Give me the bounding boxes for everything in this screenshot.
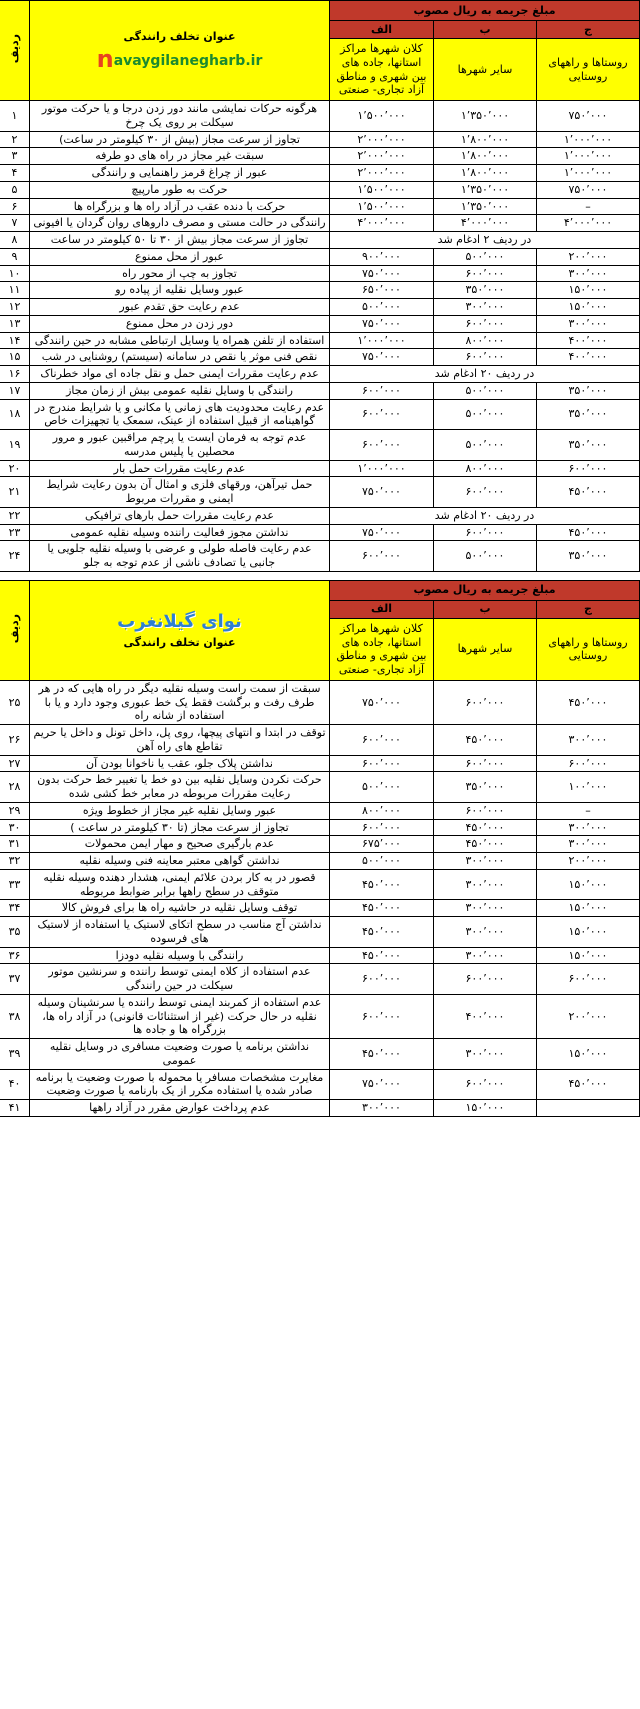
fine-alef-cell: ۶۰۰٬۰۰۰ — [330, 819, 434, 836]
fine-alef-cell: ۱٬۰۰۰٬۰۰۰ — [330, 332, 434, 349]
row-number-cell: ۲۱ — [0, 477, 30, 508]
table-row — [0, 819, 640, 836]
violation-description-cell: نقص فنی موثر یا نقص در سامانه (سیستم) روشنایی در شب — [30, 349, 330, 366]
fine-beh-cell: ۳۰۰٬۰۰۰ — [434, 869, 537, 900]
fine-beh-cell: ۱٬۸۰۰٬۰۰۰ — [434, 165, 537, 182]
table-row — [0, 165, 640, 182]
table-row — [0, 836, 640, 853]
violation-description-cell: عدم رعایت حق تقدم عبور — [30, 299, 330, 316]
fine-jim-cell: ۴۰۰٬۰۰۰ — [537, 332, 640, 349]
table-row — [0, 430, 640, 461]
table-row — [0, 477, 640, 508]
violation-title-text-2: عنوان تخلف رانندگی — [123, 636, 236, 650]
row-number-cell: ۸ — [0, 232, 30, 249]
row-number-cell: ۲۶ — [0, 725, 30, 756]
section-divider — [0, 572, 640, 580]
row-number-cell: ۳۷ — [0, 964, 30, 995]
table-row — [0, 507, 640, 524]
fine-jim-cell: ۴۵۰٬۰۰۰ — [537, 524, 640, 541]
fine-jim-cell: ۱۵۰٬۰۰۰ — [537, 869, 640, 900]
fine-alef-cell: ۴۵۰٬۰۰۰ — [330, 917, 434, 948]
fine-beh-cell: ۳۰۰٬۰۰۰ — [434, 900, 537, 917]
table-row — [0, 315, 640, 332]
col-header-jim: ج — [537, 21, 640, 39]
row-number-cell: ۳۶ — [0, 947, 30, 964]
table-row — [0, 349, 640, 366]
row-number-cell: ۱۲ — [0, 299, 30, 316]
fine-beh-cell: ۱۵۰٬۰۰۰ — [434, 1100, 537, 1117]
table-row — [0, 181, 640, 198]
fine-beh-cell: ۶۰۰٬۰۰۰ — [434, 349, 537, 366]
fine-jim-cell: ۷۵۰٬۰۰۰ — [537, 181, 640, 198]
fine-beh-cell: ۴۵۰٬۰۰۰ — [434, 836, 537, 853]
fine-alef-cell: ۵۰۰٬۰۰۰ — [330, 772, 434, 803]
fine-jim-cell: ۲۰۰٬۰۰۰ — [537, 853, 640, 870]
fine-alef-cell: ۶۰۰٬۰۰۰ — [330, 430, 434, 461]
fine-jim-cell: ۳۵۰٬۰۰۰ — [537, 399, 640, 430]
table-row — [0, 232, 640, 249]
fine-alef-cell: ۶۰۰٬۰۰۰ — [330, 964, 434, 995]
table-row — [0, 725, 640, 756]
fine-beh-cell: ۵۰۰٬۰۰۰ — [434, 399, 537, 430]
row-number-cell: ۱۵ — [0, 349, 30, 366]
row-number-cell: ۲۰ — [0, 460, 30, 477]
fine-beh-cell: ۵۰۰٬۰۰۰ — [434, 248, 537, 265]
fine-beh-cell: ۱٬۳۵۰٬۰۰۰ — [434, 101, 537, 132]
row-number-cell: ۲ — [0, 131, 30, 148]
violation-title-header-2 — [30, 580, 330, 680]
table-row — [0, 332, 640, 349]
row-number-cell: ۱ — [0, 101, 30, 132]
row-number-cell: ۵ — [0, 181, 30, 198]
violation-description-cell: استفاده از تلفن همراه یا وسایل ارتباطی مشابه در حین رانندگی — [30, 332, 330, 349]
table-header-2 — [0, 580, 640, 680]
fine-beh-cell: ۱٬۸۰۰٬۰۰۰ — [434, 148, 537, 165]
merged-note-cell: در ردیف ۲ ادغام شد — [330, 232, 640, 249]
table-body-2 — [0, 680, 640, 1116]
row-number-cell: ۳۱ — [0, 836, 30, 853]
fine-beh-cell: ۳۰۰٬۰۰۰ — [434, 853, 537, 870]
violation-description-cell: رانندگی با وسیله نقلیه دودزا — [30, 947, 330, 964]
fine-beh-cell: ۴۵۰٬۰۰۰ — [434, 725, 537, 756]
row-number-cell: ۲۲ — [0, 507, 30, 524]
table-row — [0, 248, 640, 265]
fine-jim-cell: ۱٬۰۰۰٬۰۰۰ — [537, 131, 640, 148]
table-row — [0, 131, 640, 148]
fine-jim-cell: ۱۵۰٬۰۰۰ — [537, 900, 640, 917]
fine-alef-cell: ۴۵۰٬۰۰۰ — [330, 900, 434, 917]
violation-description-cell: عدم رعایت فاصله طولی و عرضی با وسیله نقلیه جلویی یا جانبی یا تصادف ناشی از عدم توجه به جلو — [30, 541, 330, 572]
fine-alef-cell: ۵۰۰٬۰۰۰ — [330, 853, 434, 870]
violation-description-cell: عبور وسایل نقلیه از پیاده رو — [30, 282, 330, 299]
fine-beh-cell: ۳۰۰٬۰۰۰ — [434, 299, 537, 316]
fine-beh-cell: ۳۰۰٬۰۰۰ — [434, 917, 537, 948]
row-number-cell: ۹ — [0, 248, 30, 265]
row-number-cell: ۱۱ — [0, 282, 30, 299]
fine-alef-cell: ۷۵۰٬۰۰۰ — [330, 1069, 434, 1100]
table-row — [0, 524, 640, 541]
fine-beh-cell: ۶۰۰٬۰۰۰ — [434, 524, 537, 541]
fine-beh-cell: ۵۰۰٬۰۰۰ — [434, 541, 537, 572]
row-number-header: ردیف — [0, 1, 30, 101]
fine-jim-cell: ۷۵۰٬۰۰۰ — [537, 101, 640, 132]
fine-jim-cell: ۳۵۰٬۰۰۰ — [537, 541, 640, 572]
col-subtext-beh: سایر شهرها — [434, 39, 537, 101]
fine-jim-cell: ۴۵۰٬۰۰۰ — [537, 1069, 640, 1100]
fine-alef-cell: ۴۵۰٬۰۰۰ — [330, 947, 434, 964]
fine-jim-cell: ۳۰۰٬۰۰۰ — [537, 836, 640, 853]
violation-description-cell: تجاوز از سرعت مجاز بیش از ۳۰ تا ۵۰ کیلومتر در ساعت — [30, 232, 330, 249]
violation-description-cell: عبور از چراغ قرمز راهنمایی و رانندگی — [30, 165, 330, 182]
table-row — [0, 772, 640, 803]
violation-description-cell: عدم استفاده از کمربند ایمنی توسط راننده یا سرنشینان وسیله نقلیه در حال حرکت (غیر از استثنائات قانونی) در آزاد راه ها، بزرگراه ها و جاده ها — [30, 994, 330, 1038]
table-row — [0, 853, 640, 870]
fine-alef-cell: ۷۵۰٬۰۰۰ — [330, 524, 434, 541]
row-number-cell: ۳۹ — [0, 1039, 30, 1070]
fine-beh-cell: ۸۰۰٬۰۰۰ — [434, 460, 537, 477]
violation-description-cell: حرکت با دنده عقب در آزاد راه ها و بزرگراه ها — [30, 198, 330, 215]
violation-description-cell: حرکت نکردن وسایل نقلیه بین دو خط یا تغییر خط حرکت بدون رعایت مقررات مربوطه در معابر خط کشی شده — [30, 772, 330, 803]
violation-description-cell: عدم توجه به فرمان ایست یا پرچم مراقبین عبور و مرور محصلین یا پلیس مدرسه — [30, 430, 330, 461]
col-header-beh-2: ب — [434, 600, 537, 618]
violation-description-cell: دور زدن در محل ممنوع — [30, 315, 330, 332]
table-row — [0, 947, 640, 964]
fine-beh-cell: ۶۰۰٬۰۰۰ — [434, 964, 537, 995]
fine-jim-cell: ۱۵۰٬۰۰۰ — [537, 282, 640, 299]
fine-alef-cell: ۴۵۰٬۰۰۰ — [330, 1039, 434, 1070]
row-number-cell: ۲۹ — [0, 802, 30, 819]
table-row — [0, 282, 640, 299]
table-row — [0, 994, 640, 1038]
row-number-cell: ۲۸ — [0, 772, 30, 803]
violation-description-cell: عدم رعایت مقررات ایمنی حمل و نقل جاده ای مواد خطرناک — [30, 366, 330, 383]
fine-alef-cell: ۶۰۰٬۰۰۰ — [330, 541, 434, 572]
table-row — [0, 215, 640, 232]
col-header-beh: ب — [434, 21, 537, 39]
fine-beh-cell: ۵۰۰٬۰۰۰ — [434, 430, 537, 461]
fine-alef-cell: ۶۰۰٬۰۰۰ — [330, 382, 434, 399]
fine-alef-cell: ۶۷۵٬۰۰۰ — [330, 836, 434, 853]
table-row — [0, 399, 640, 430]
fine-alef-cell: ۶۰۰٬۰۰۰ — [330, 399, 434, 430]
table-row — [0, 198, 640, 215]
table-row — [0, 265, 640, 282]
row-number-cell: ۳۵ — [0, 917, 30, 948]
violation-title-header — [30, 1, 330, 101]
fine-jim-cell: – — [537, 198, 640, 215]
fine-beh-cell: ۴۰۰٬۰۰۰ — [434, 994, 537, 1038]
col-subtext-jim-2: روستاها و راههای روستایی — [537, 618, 640, 680]
fine-alef-cell: ۷۵۰٬۰۰۰ — [330, 477, 434, 508]
fine-beh-cell: ۸۰۰٬۰۰۰ — [434, 332, 537, 349]
table-row — [0, 148, 640, 165]
fine-jim-cell: ۱٬۰۰۰٬۰۰۰ — [537, 148, 640, 165]
violation-description-cell: عبور از محل ممنوع — [30, 248, 330, 265]
fine-alef-cell: ۱٬۵۰۰٬۰۰۰ — [330, 198, 434, 215]
col-subtext-jim: روستاها و راههای روستایی — [537, 39, 640, 101]
fine-beh-cell: ۳۵۰٬۰۰۰ — [434, 772, 537, 803]
violation-description-cell: عدم رعایت مقررات حمل بار — [30, 460, 330, 477]
fine-alef-cell: ۱٬۰۰۰٬۰۰۰ — [330, 460, 434, 477]
fine-jim-cell: ۳۰۰٬۰۰۰ — [537, 265, 640, 282]
violation-description-cell: نداشتن مجوز فعالیت راننده وسیله نقلیه عمومی — [30, 524, 330, 541]
violation-description-cell: عدم پرداخت عوارض مقرر در آزاد راهها — [30, 1100, 330, 1117]
col-header-alef: الف — [330, 21, 434, 39]
row-number-cell: ۲۴ — [0, 541, 30, 572]
fines-table-section-1 — [0, 0, 640, 572]
row-number-cell: ۶ — [0, 198, 30, 215]
fine-jim-cell: ۴۵۰٬۰۰۰ — [537, 680, 640, 724]
fine-jim-cell — [537, 1100, 640, 1117]
violation-description-cell: مغایرت مشخصات مسافر یا محموله با صورت وضعیت یا برنامه صادر شده یا استفاده مکرر از یک بارنامه یا صورت وضعیت — [30, 1069, 330, 1100]
row-number-cell: ۱۷ — [0, 382, 30, 399]
fine-beh-cell: ۳۰۰٬۰۰۰ — [434, 1039, 537, 1070]
violation-description-cell: توقف وسایل نقلیه در حاشیه راه ها برای فروش کالا — [30, 900, 330, 917]
fine-beh-cell: ۶۰۰٬۰۰۰ — [434, 802, 537, 819]
row-number-cell: ۳۳ — [0, 869, 30, 900]
merged-note-cell: در ردیف ۲۰ ادغام شد — [330, 507, 640, 524]
table-row — [0, 755, 640, 772]
row-number-cell: ۴۰ — [0, 1069, 30, 1100]
fine-jim-cell: ۱۵۰٬۰۰۰ — [537, 1039, 640, 1070]
table-row — [0, 101, 640, 132]
fine-alef-cell: ۷۵۰٬۰۰۰ — [330, 349, 434, 366]
table-row — [0, 1100, 640, 1117]
col-header-alef-2: الف — [330, 600, 434, 618]
row-number-cell: ۲۵ — [0, 680, 30, 724]
fine-jim-cell: ۶۰۰٬۰۰۰ — [537, 460, 640, 477]
violation-description-cell: تجاوز به چپ از محور راه — [30, 265, 330, 282]
fine-alef-cell: ۶۰۰٬۰۰۰ — [330, 755, 434, 772]
violation-description-cell: نداشتن پلاک جلو، عقب یا ناخوانا بودن آن — [30, 755, 330, 772]
fine-beh-cell: ۳۵۰٬۰۰۰ — [434, 282, 537, 299]
fine-beh-cell: ۶۰۰٬۰۰۰ — [434, 315, 537, 332]
fine-beh-cell: ۱٬۳۵۰٬۰۰۰ — [434, 181, 537, 198]
fine-alef-cell: ۶۵۰٬۰۰۰ — [330, 282, 434, 299]
col-header-jim-2: ج — [537, 600, 640, 618]
merged-note-cell: در ردیف ۲۰ ادغام شد — [330, 366, 640, 383]
col-subtext-alef: کلان شهرها مراکز استانها، جاده های بین شهری و مناطق آزاد تجاری- صنعتی — [330, 39, 434, 101]
table-row — [0, 366, 640, 383]
fine-jim-cell: ۶۰۰٬۰۰۰ — [537, 964, 640, 995]
violation-description-cell: توقف در ابتدا و انتهای پیچها، روی پل، داخل تونل و داخل یا حریم تقاطع های راه آهن — [30, 725, 330, 756]
fine-jim-cell: ۱۵۰٬۰۰۰ — [537, 947, 640, 964]
row-number-cell: ۴۱ — [0, 1100, 30, 1117]
row-number-cell: ۳۲ — [0, 853, 30, 870]
violation-description-cell: عدم بارگیری صحیح و مهار ایمن محمولات — [30, 836, 330, 853]
row-number-cell: ۳۰ — [0, 819, 30, 836]
row-number-cell: ۳۴ — [0, 900, 30, 917]
violation-description-cell: نداشتن برنامه یا صورت وضعیت مسافری در وسایل نقلیه عمومی — [30, 1039, 330, 1070]
row-number-cell: ۲۳ — [0, 524, 30, 541]
fine-alef-cell: ۲٬۰۰۰٬۰۰۰ — [330, 148, 434, 165]
fine-jim-cell: ۴۰۰٬۰۰۰ — [537, 349, 640, 366]
row-number-cell: ۴ — [0, 165, 30, 182]
fine-alef-cell: ۶۰۰٬۰۰۰ — [330, 725, 434, 756]
fine-alef-cell: ۷۵۰٬۰۰۰ — [330, 265, 434, 282]
fine-jim-cell: ۴۵۰٬۰۰۰ — [537, 477, 640, 508]
fines-table-section-2 — [0, 580, 640, 1117]
table-row — [0, 680, 640, 724]
watermark-site: navaygilanegharb.ir — [96, 45, 263, 74]
violation-description-cell: عدم رعایت محدودیت های زمانی یا مکانی و یا شرایط مندرج در گواهینامه از قبیل استفاده از عینک، سمعک یا تجهیزات خاص — [30, 399, 330, 430]
fine-alef-cell: ۶۰۰٬۰۰۰ — [330, 994, 434, 1038]
fine-alef-cell: ۱٬۵۰۰٬۰۰۰ — [330, 101, 434, 132]
fine-jim-cell: ۱٬۰۰۰٬۰۰۰ — [537, 165, 640, 182]
fine-alef-cell: ۷۵۰٬۰۰۰ — [330, 680, 434, 724]
row-number-cell: ۱۶ — [0, 366, 30, 383]
violation-description-cell: حمل تیرآهن، ورقهای فلزی و امثال آن بدون رعایت شرایط ایمنی و مقررات مربوط — [30, 477, 330, 508]
violation-description-cell: سبقت از سمت راست وسیله نقلیه دیگر در راه هایی که در هر طرف رفت و برگشت فقط یک خط عبوری وجود دارد و یا با استفاده از شانه راه — [30, 680, 330, 724]
table-row — [0, 299, 640, 316]
violation-description-cell: حرکت به طور مارپیچ — [30, 181, 330, 198]
violation-description-cell: رانندگی با وسایل نقلیه عمومی بیش از زمان مجاز — [30, 382, 330, 399]
table-row — [0, 900, 640, 917]
violation-description-cell: عدم استفاده از کلاه ایمنی توسط راننده و سرنشین موتور سیکلت در حین رانندگی — [30, 964, 330, 995]
table-body-1 — [0, 101, 640, 572]
fine-jim-cell: ۳۵۰٬۰۰۰ — [537, 430, 640, 461]
table-row — [0, 460, 640, 477]
fine-jim-cell: ۱۵۰٬۰۰۰ — [537, 917, 640, 948]
table-row — [0, 869, 640, 900]
fine-jim-cell: – — [537, 802, 640, 819]
table-row — [0, 917, 640, 948]
table-row — [0, 964, 640, 995]
table-row — [0, 382, 640, 399]
table-row — [0, 541, 640, 572]
row-number-cell: ۱۸ — [0, 399, 30, 430]
fine-jim-cell: ۳۰۰٬۰۰۰ — [537, 725, 640, 756]
fine-alef-cell: ۱٬۵۰۰٬۰۰۰ — [330, 181, 434, 198]
violation-description-cell: هرگونه حرکات نمایشی مانند دور زدن درجا و یا حرکت موتور سیکلت بر روی یک چرخ — [30, 101, 330, 132]
fine-alef-cell: ۹۰۰٬۰۰۰ — [330, 248, 434, 265]
violation-title-text: عنوان تخلف رانندگی — [123, 29, 236, 43]
fine-beh-cell: ۱٬۳۵۰٬۰۰۰ — [434, 198, 537, 215]
row-number-cell: ۲۷ — [0, 755, 30, 772]
violation-description-cell: رانندگی در حالت مستی و مصرف داروهای روان گردان یا افیونی — [30, 215, 330, 232]
fine-jim-cell: ۳۰۰٬۰۰۰ — [537, 819, 640, 836]
row-number-cell: ۱۰ — [0, 265, 30, 282]
fine-beh-cell: ۶۰۰٬۰۰۰ — [434, 477, 537, 508]
fine-beh-cell: ۳۰۰٬۰۰۰ — [434, 947, 537, 964]
col-subtext-alef-2: کلان شهرها مراکز استانها، جاده های بین شهری و مناطق آزاد تجاری- صنعتی — [330, 618, 434, 680]
fine-jim-cell: ۳۰۰٬۰۰۰ — [537, 315, 640, 332]
row-number-cell: ۱۹ — [0, 430, 30, 461]
col-subtext-beh-2: سایر شهرها — [434, 618, 537, 680]
row-number-cell: ۱۴ — [0, 332, 30, 349]
table-row — [0, 1069, 640, 1100]
violation-description-cell: نداشتن آج مناسب در سطح اتکای لاستیک یا استفاده از لاستیک های فرسوده — [30, 917, 330, 948]
table-row — [0, 1039, 640, 1070]
amount-header-title-2: مبلغ جریمه به ریال مصوب — [330, 580, 640, 600]
violation-description-cell: سبقت غیر مجاز در راه های دو طرفه — [30, 148, 330, 165]
fine-beh-cell: ۶۰۰٬۰۰۰ — [434, 680, 537, 724]
violation-description-cell: عدم رعایت مقررات حمل بارهای ترافیکی — [30, 507, 330, 524]
row-number-cell: ۱۳ — [0, 315, 30, 332]
fine-jim-cell: ۱۰۰٬۰۰۰ — [537, 772, 640, 803]
fine-jim-cell: ۳۵۰٬۰۰۰ — [537, 382, 640, 399]
fine-jim-cell: ۱۵۰٬۰۰۰ — [537, 299, 640, 316]
fine-alef-cell: ۳۰۰٬۰۰۰ — [330, 1100, 434, 1117]
fine-beh-cell: ۶۰۰٬۰۰۰ — [434, 755, 537, 772]
fine-jim-cell: ۴٬۰۰۰٬۰۰۰ — [537, 215, 640, 232]
fine-beh-cell: ۴۵۰٬۰۰۰ — [434, 819, 537, 836]
fine-jim-cell: ۶۰۰٬۰۰۰ — [537, 755, 640, 772]
violation-description-cell: تجاوز از سرعت مجاز (تا ۳۰ کیلومتر در ساعت ) — [30, 819, 330, 836]
violation-description-cell: نداشتن گواهی معتبر معاینه فنی وسیله نقلیه — [30, 853, 330, 870]
violation-description-cell: تجاوز از سرعت مجاز (بیش از ۳۰ کیلومتر در ساعت) — [30, 131, 330, 148]
row-number-header-2: ردیف — [0, 580, 30, 680]
row-number-cell: ۳ — [0, 148, 30, 165]
fine-beh-cell: ۶۰۰٬۰۰۰ — [434, 1069, 537, 1100]
fine-beh-cell: ۴٬۰۰۰٬۰۰۰ — [434, 215, 537, 232]
fine-alef-cell: ۲٬۰۰۰٬۰۰۰ — [330, 165, 434, 182]
fine-alef-cell: ۷۵۰٬۰۰۰ — [330, 315, 434, 332]
violation-description-cell: قصور در به کار بردن علائم ایمنی، هشدار دهنده وسیله نقلیه متوقف در سطح راهها برابر ضوابط مربوطه — [30, 869, 330, 900]
violation-description-cell: عبور وسایل نقلیه غیر مجاز از خطوط ویژه — [30, 802, 330, 819]
fine-jim-cell: ۲۰۰٬۰۰۰ — [537, 248, 640, 265]
row-number-cell: ۷ — [0, 215, 30, 232]
fine-alef-cell: ۲٬۰۰۰٬۰۰۰ — [330, 131, 434, 148]
table-header-1 — [0, 1, 640, 101]
watermark-brand: نوای گیلانغرب — [117, 610, 242, 632]
fine-alef-cell: ۵۰۰٬۰۰۰ — [330, 299, 434, 316]
fine-jim-cell: ۲۰۰٬۰۰۰ — [537, 994, 640, 1038]
fine-beh-cell: ۶۰۰٬۰۰۰ — [434, 265, 537, 282]
fine-alef-cell: ۴٬۰۰۰٬۰۰۰ — [330, 215, 434, 232]
fine-alef-cell: ۸۰۰٬۰۰۰ — [330, 802, 434, 819]
table-row — [0, 802, 640, 819]
fine-alef-cell: ۴۵۰٬۰۰۰ — [330, 869, 434, 900]
row-number-cell: ۳۸ — [0, 994, 30, 1038]
amount-header-title: مبلغ جریمه به ریال مصوب — [330, 1, 640, 21]
fine-beh-cell: ۱٬۸۰۰٬۰۰۰ — [434, 131, 537, 148]
fine-beh-cell: ۵۰۰٬۰۰۰ — [434, 382, 537, 399]
